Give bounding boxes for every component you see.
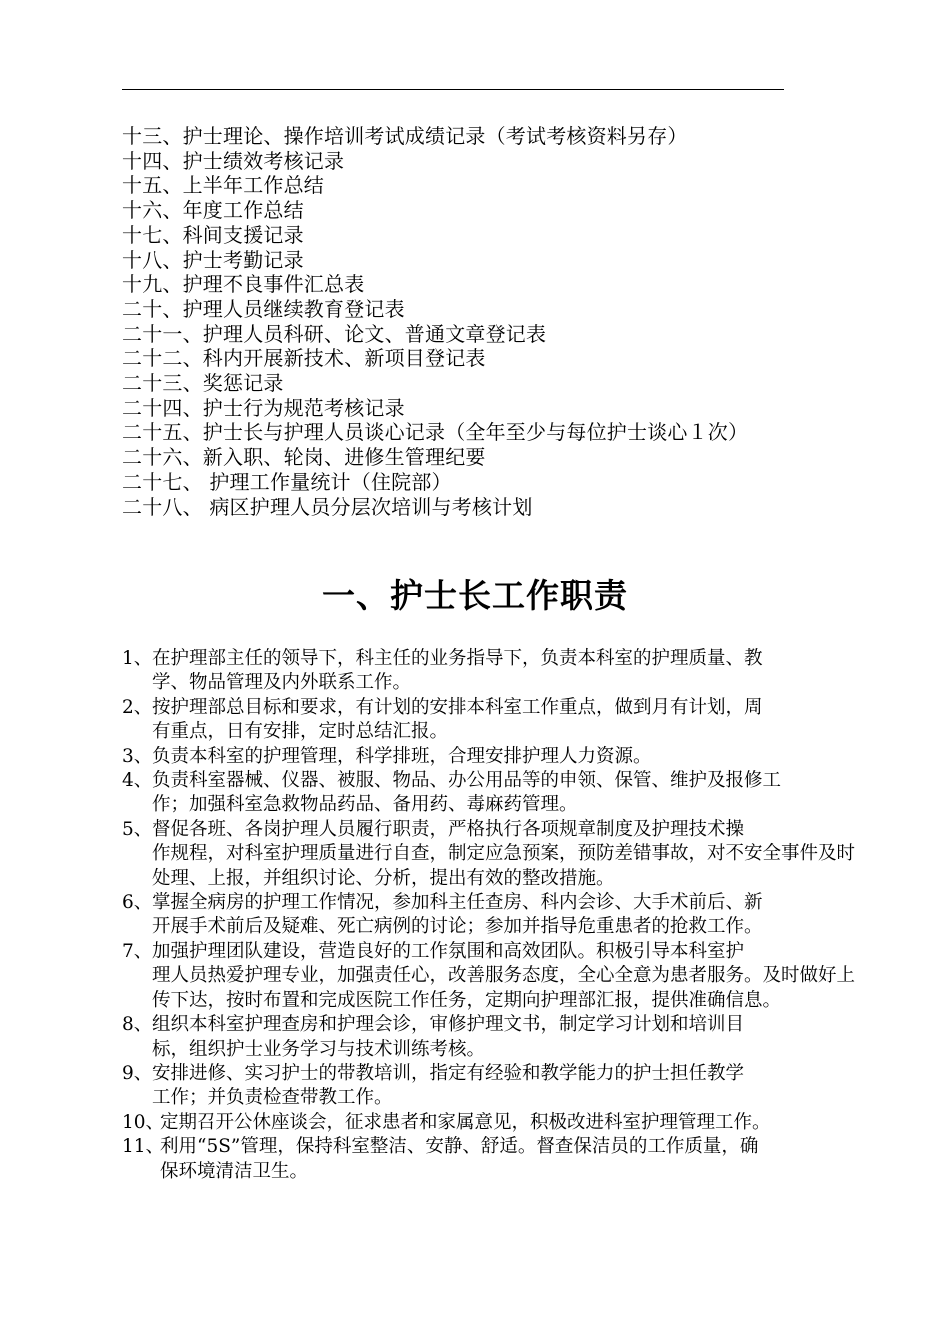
list-item: 十五、上半年工作总结 xyxy=(122,173,324,198)
duty-text-continued: 开展手术前后及疑难、死亡病例的讨论；参加并指导危重患者的抢救工作。 xyxy=(152,916,763,938)
duty-number: 4、 xyxy=(122,770,153,792)
duty-text: 在护理部主任的领导下，科主任的业务指导下，负责本科室的护理质量、教 xyxy=(152,648,763,669)
header-rule xyxy=(122,89,784,90)
duty-item xyxy=(122,1111,867,1135)
duty-text: 定期召开公休座谈会，征求患者和家属意见，积极改进科室护理管理工作。 xyxy=(160,1111,771,1133)
duty-item xyxy=(122,745,867,769)
duty-item xyxy=(122,1062,867,1111)
duty-text: 督促各班、各岗护理人员履行职责，严格执行各项规章制度及护理技术操 xyxy=(152,818,745,840)
duty-number: 11、 xyxy=(122,1136,165,1158)
duty-text: 加强护理团队建设，营造良好的工作氛围和高效团队。积极引导本科室护 xyxy=(152,940,745,962)
list-item: 十七、科间支援记录 xyxy=(122,222,304,247)
duty-text-continued: 理人员热爱护理专业，加强责任心，改善服务态度，全心全意为患者服务。及时做好上传下达，按时布置和完成医院工作任务，定期向护理部汇报，提供准确信息。 xyxy=(152,965,856,1011)
duty-text-continued: 工作；并负责检查带教工作。 xyxy=(152,1087,393,1109)
list-item: 二十三、奖惩记录 xyxy=(122,371,284,396)
duty-text-continued: 作；加强科室急救物品药品、备用药、毒麻药管理。 xyxy=(152,794,578,816)
duty-number: 6、 xyxy=(122,892,153,914)
duty-text: 掌握全病房的护理工作情况，参加科主任查房、科内会诊、大手术前后、新 xyxy=(152,892,763,914)
list-item: 十六、年度工作总结 xyxy=(122,198,304,223)
duty-text: 按护理部总目标和要求，有计划的安排本科室工作重点，做到月有计划，周 xyxy=(152,696,763,718)
duty-list xyxy=(122,647,867,1184)
list-item: 十八、护士考勤记录 xyxy=(122,247,304,272)
list-item: 十四、护士绩效考核记录 xyxy=(122,148,345,173)
duty-number: 10、 xyxy=(122,1111,165,1133)
duty-text: 安排进修、实习护士的带教培训，指定有经验和教学能力的护士担任教学 xyxy=(152,1062,745,1084)
duty-text-continued: 作规程，对科室护理质量进行自查，制定应急预案，预防差错事故，对不安全事件及时处理、上报，并组织讨论、分析，提出有效的整改措施。 xyxy=(152,843,856,889)
list-item: 十九、护理不良事件汇总表 xyxy=(122,272,365,297)
duty-item xyxy=(122,940,867,1013)
list-item: 二十、护理人员继续教育登记表 xyxy=(122,296,405,321)
list-item: 二十五、护士长与护理人员谈心记录（全年至少与每位护士谈心１次） xyxy=(122,420,749,445)
duty-text-continued: 有重点，日有安排，定时总结汇报。 xyxy=(152,721,449,743)
record-list xyxy=(122,124,882,519)
duty-text-continued: 学、物品管理及内外联系工作。 xyxy=(152,672,412,694)
duty-item xyxy=(122,769,867,818)
list-item: 二十四、护士行为规范考核记录 xyxy=(122,395,405,420)
duty-number: 8、 xyxy=(122,1014,153,1036)
duty-number: 7、 xyxy=(122,940,153,962)
list-item: 二十二、科内开展新技术、新项目登记表 xyxy=(122,346,486,371)
duty-item xyxy=(122,647,867,696)
duty-item xyxy=(122,891,867,940)
list-item: 二十六、新入职、轮岗、进修生管理纪要 xyxy=(122,445,486,470)
duty-number: 1、 xyxy=(122,648,153,669)
list-item: 十三、护士理论、操作培训考试成绩记录（考试考核资料另存） xyxy=(122,124,688,148)
list-item: 二十一、护理人员科研、论文、普通文章登记表 xyxy=(122,321,547,346)
duty-item xyxy=(122,818,867,891)
duty-text-continued: 保环境清洁卫生。 xyxy=(160,1160,309,1182)
list-item: 二十七、 护理工作量统计（住院部） xyxy=(122,469,452,494)
duty-item xyxy=(122,1013,867,1062)
duty-text: 利用“5S”管理，保持科室整洁、安静、舒适。督查保洁员的工作质量，确 xyxy=(160,1136,759,1158)
section-title: 一、护士长工作职责 xyxy=(322,576,628,615)
list-item: 二十八、 病区护理人员分层次培训与考核计划 xyxy=(122,494,533,519)
duty-text: 组织本科室护理查房和护理会诊，审修护理文书，制定学习计划和培训目 xyxy=(152,1014,745,1036)
duty-text: 负责本科室的护理管理，科学排班，合理安排护理人力资源。 xyxy=(152,745,652,767)
duty-number: 9、 xyxy=(122,1062,153,1084)
duty-number: 2、 xyxy=(122,696,153,718)
duty-text: 负责科室器械、仪器、被服、物品、办公用品等的申领、保管、维护及报修工 xyxy=(152,770,782,792)
duty-item xyxy=(122,696,867,745)
duty-item xyxy=(122,1135,867,1184)
duty-text-continued: 标，组织护士业务学习与技术训练考核。 xyxy=(152,1038,486,1060)
duty-number: 3、 xyxy=(122,745,153,767)
duty-number: 5、 xyxy=(122,818,153,840)
